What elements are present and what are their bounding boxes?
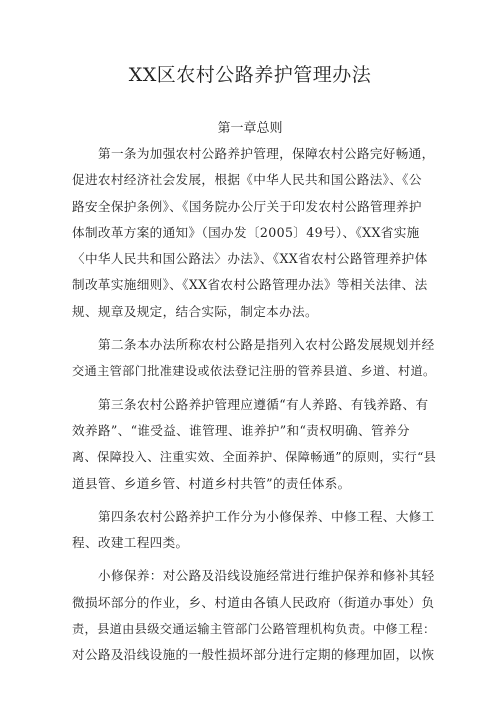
text-line: 交通主管部门批准建设或依法登记注册的管养县道、乡道、村道。 (72, 364, 436, 379)
text-line: 第二条本办法所称农村公路是指列入农村公路发展规划并经 (98, 337, 435, 353)
text-line: 效养路”、“谁受益、谁管理、谁养护”和“责权明确、管养分 (72, 422, 410, 438)
text-line: 离、保障投入、注重实效、全面养护、保障畅通”的原则，实行“县 (72, 450, 437, 465)
text-line: 第三条农村公路养护管理应遵循“有人养路、有钱养路、有 (98, 396, 429, 412)
text-line: 对公路及沿线设施的一般性损坏部分进行定期的修理加固，以恢 (72, 647, 435, 663)
text-line: 路安全保护条例》、《国务院办公厅关于印发农村公路管理养护 (72, 198, 422, 214)
text-line: 程、改建工程四类。 (72, 535, 189, 551)
text-line: 小修保养：对公路及沿线设施经常进行维护保养和修补其轻 (98, 568, 435, 584)
text-line: 第四条农村公路养护工作分为小修保养、中修工程、大修工 (98, 508, 435, 524)
text-line: 制改革实施细则》、《XX省农村公路管理办法》等相关法律、法 (72, 277, 428, 293)
text-line: 规、规章及规定，结合实际，制定本办法。 (72, 303, 318, 319)
text-line: 道县管、乡道乡管、村道乡村共管”的责任体系。 (72, 475, 351, 491)
text-line: 责，县道由县级交通运输主管部门公路管理机构负责。中修工程： (72, 622, 436, 637)
text-line: 体制改革方案的通知》（国办发〔2005〕49号）、《XX省实施 (72, 224, 420, 240)
text-line: 微损坏部分的作业，乡、村道由各镇人民政府（街道办事处）负 (72, 594, 435, 610)
text-line: 促进农村经济社会发展，根据《中华人民共和国公路法》、《公 (72, 172, 422, 188)
document-title: XX区农村公路养护管理办法 (128, 64, 372, 86)
text-line: 第一条为加强农村公路养护管理，保障农村公路完好畅通， (98, 146, 435, 161)
chapter-heading: 第一章总则 (217, 121, 283, 136)
document-body (72, 141, 438, 669)
text-line: 〈中华人民共和国公路法〉办法》、《XX省农村公路管理养护体 (72, 251, 428, 267)
